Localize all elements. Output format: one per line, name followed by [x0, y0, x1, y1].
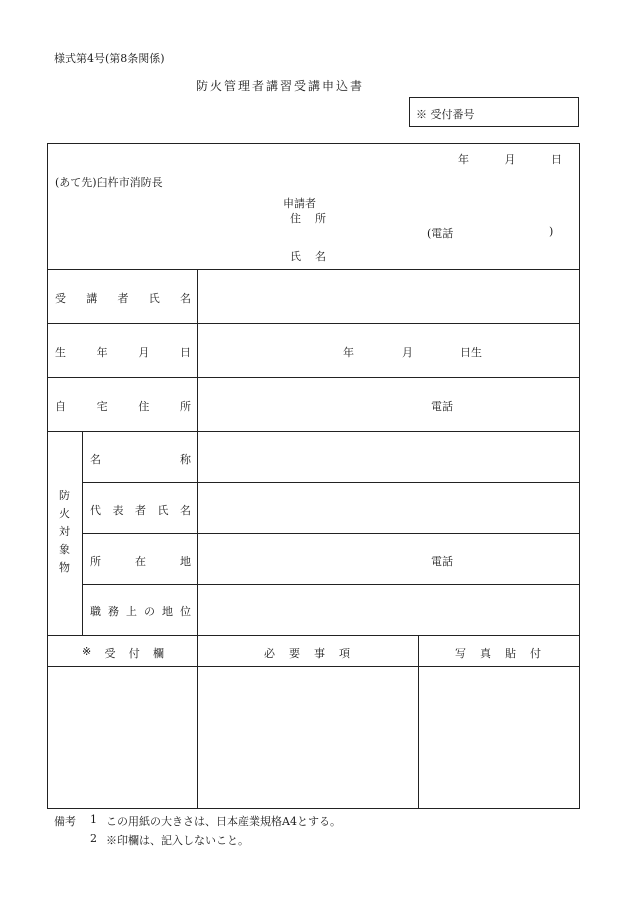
- facility-name-field[interactable]: [199, 433, 578, 481]
- facility-position-field[interactable]: [199, 586, 578, 634]
- required-items-header: 必 要 事 項: [264, 647, 350, 660]
- home-phone-label: 電話: [431, 400, 453, 413]
- facility-group-label: 防 火 対 象 物: [59, 489, 70, 574]
- facility-rep-field[interactable]: [199, 484, 578, 532]
- applicant-phone-close: ): [549, 225, 554, 238]
- applicant-address-label: 住 所: [290, 212, 326, 225]
- required-items-area[interactable]: [199, 668, 417, 807]
- page-title: 防火管理者講習受講申込書: [196, 79, 365, 93]
- birth-date-field[interactable]: [199, 325, 578, 376]
- date-month-label: 月: [504, 153, 516, 166]
- receipt-number-label: ※ 受付番号: [416, 108, 475, 121]
- application-date[interactable]: [458, 151, 562, 167]
- facility-location-field[interactable]: [199, 535, 578, 583]
- facility-rep-label: 代 表 者 氏 名: [90, 504, 191, 517]
- addressee: (あて先)臼杵市消防長: [55, 176, 163, 189]
- notes-prefix: 備考: [54, 815, 76, 828]
- date-year-label: 年: [458, 153, 469, 166]
- facility-position-label: 職 務 上 の 地 位: [90, 605, 191, 618]
- date-day-label: 日: [551, 153, 562, 166]
- receipt-column-header: ※ 受 付 欄: [82, 645, 164, 660]
- photo-area[interactable]: [420, 668, 578, 807]
- receipt-area[interactable]: [49, 668, 196, 807]
- receipt-number-box[interactable]: [409, 97, 579, 127]
- photo-header: 写 真 貼 付: [455, 647, 541, 660]
- facility-location-label: 所 在 地: [90, 555, 191, 568]
- form-number: 様式第4号(第8条関係): [54, 52, 165, 65]
- facility-name-label: 名 称: [90, 453, 191, 466]
- applicant-name-label: 氏 名: [290, 250, 326, 263]
- applicant-phone-open: (電話: [427, 227, 454, 240]
- trainee-name-field[interactable]: [199, 271, 578, 322]
- home-address-field[interactable]: [199, 379, 578, 430]
- applicant-input-area[interactable]: [340, 200, 570, 260]
- note-2-text: ※印欄は、記入しないこと。: [106, 834, 249, 847]
- birth-month-label: 月: [402, 346, 413, 359]
- note-1-number: 1: [90, 813, 97, 826]
- birth-day-label: 日生: [460, 346, 482, 359]
- note-1-text: この用紙の大きさは、日本産業規格A4とする。: [106, 815, 341, 828]
- facility-phone-label: 電話: [431, 555, 453, 568]
- trainee-name-label: 受 講 者 氏 名: [55, 292, 191, 305]
- note-2-number: 2: [90, 832, 97, 845]
- birth-year-label: 年: [343, 346, 354, 359]
- birth-date-label: 生 年 月 日: [55, 346, 191, 359]
- applicant-label: 申請者: [283, 197, 316, 210]
- home-address-label: 自 宅 住 所: [55, 400, 191, 413]
